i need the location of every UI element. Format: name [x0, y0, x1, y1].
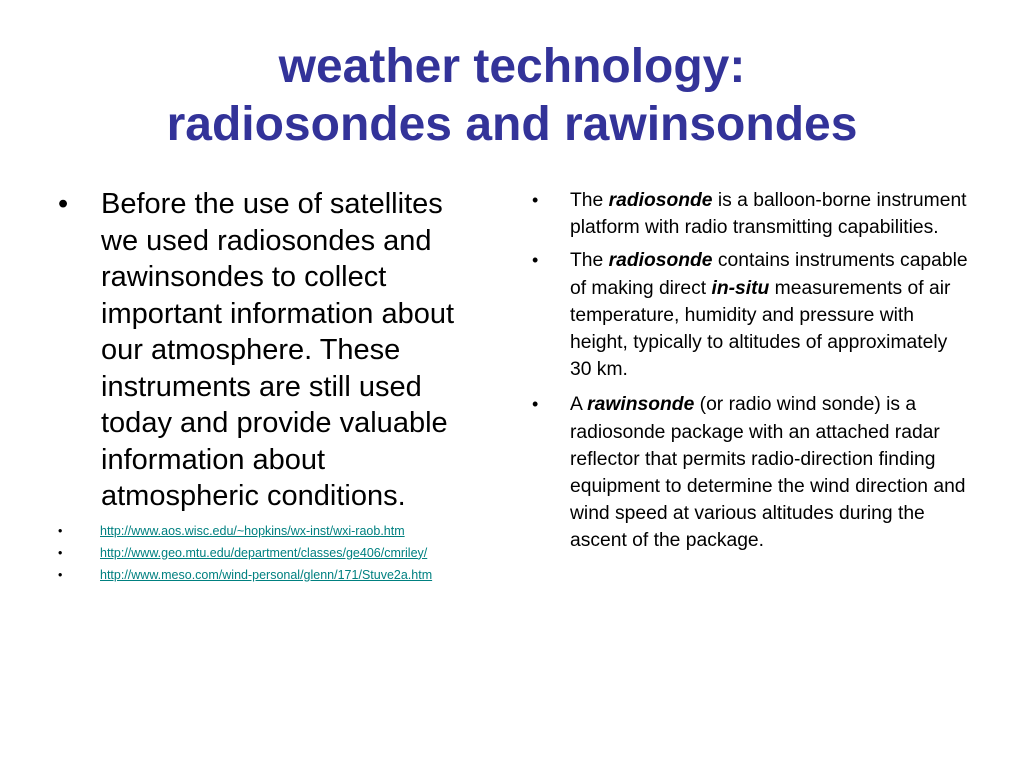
slide-title [40, 38, 984, 154]
link-meso[interactable]: http://www.meso.com/wind-personal/glenn/171/Stuve2a.htm [100, 567, 433, 582]
list-item [530, 247, 970, 383]
term-rawinsonde: rawinsonde [587, 394, 695, 416]
text-segment: A [570, 394, 588, 416]
link-aos-wisc[interactable]: http://www.aos.wisc.edu/~hopkins/wx-inst/wxi-raob.htm [100, 523, 405, 538]
text-segment: measurements of air temperature, humidity and pressure with height, typically to altitudes of approximately 30 km. [570, 277, 951, 381]
right-column [530, 187, 970, 561]
list-item [56, 545, 476, 561]
term-radiosonde: radiosonde [608, 250, 713, 272]
link-geo-mtu[interactable]: http://www.geo.mtu.edu/department/classes/ge406/cmriley/ [100, 545, 428, 560]
title-line-2: radiosondes and rawinsondes [166, 98, 858, 151]
term-in-situ: in-situ [711, 277, 770, 299]
list-item [56, 186, 476, 515]
left-bullet-list [56, 186, 476, 583]
list-item [56, 523, 476, 539]
text-segment: The [570, 190, 609, 211]
bullet-icon: • [58, 523, 63, 538]
bullet-icon: • [532, 394, 539, 415]
bullet-icon: • [58, 567, 63, 582]
bullet-icon: • [532, 250, 539, 271]
intro-text: Before the use of satellites we used radiosondes and rawinsondes to collect important information about our atmosphere. These instruments are still used today and provide valuable information about atmospheric conditions. [101, 188, 455, 512]
list-item [530, 391, 970, 554]
bullet-icon: • [58, 188, 69, 220]
text-segment: The [570, 250, 609, 272]
bullet-icon: • [58, 545, 63, 560]
text-segment: (or radio wind sonde) is a radiosonde package with an attached radar reflector that permits radio-direction finding equipment to determine the wind direction and wind speed at various altitudes during the ascent of the package. [570, 394, 966, 552]
title-line-1: weather technology: [278, 40, 746, 93]
text-segment: contains instruments capable of making direct [570, 250, 968, 299]
right-bullet-list [530, 187, 970, 555]
bullet-icon: • [532, 190, 539, 210]
list-item [56, 567, 476, 583]
term-radiosonde: radiosonde [608, 190, 713, 211]
text-segment: is a balloon-borne instrument platform with radio transmitting capabilities. [570, 190, 967, 239]
left-column [56, 186, 476, 589]
list-item [530, 187, 970, 241]
